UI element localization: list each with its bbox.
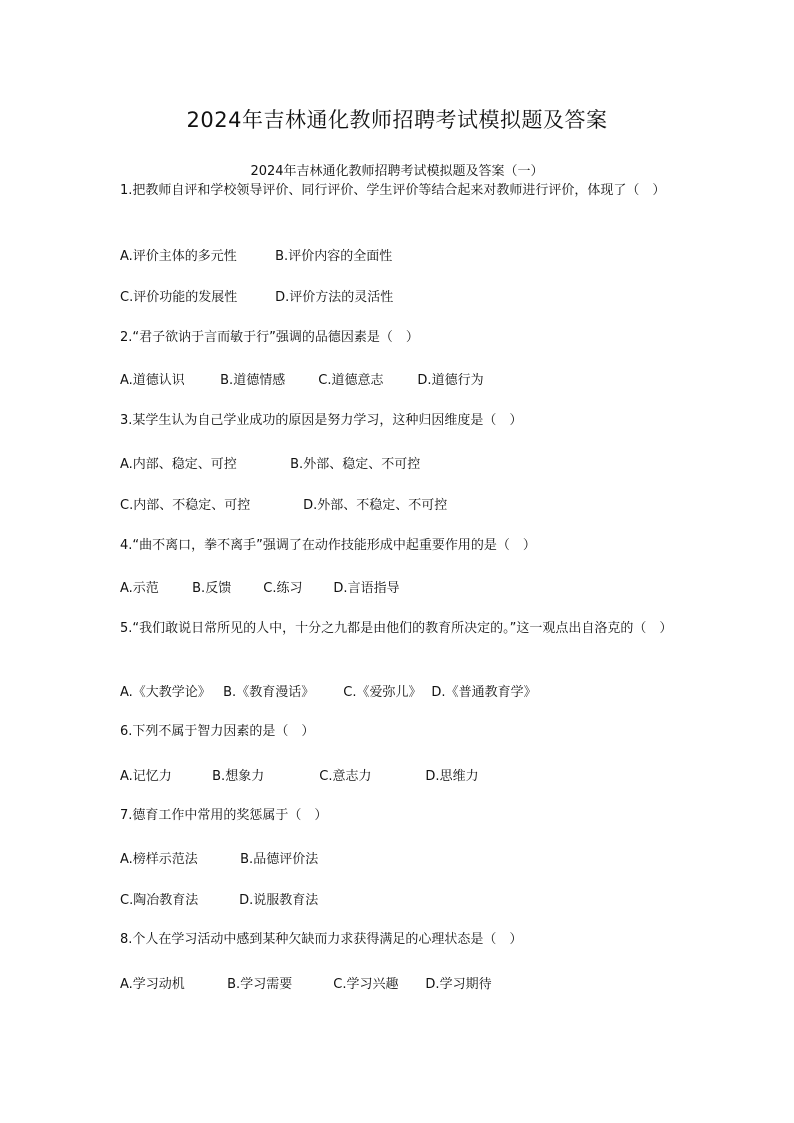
question-3-options-row-1 [120,453,680,472]
question-7-stem: 7.德育工作中常用的奖惩属于（ ） [120,808,328,823]
question-7-options-row-2 [120,889,680,908]
document-title: 2024年吉林通化教师招聘考试模拟题及答案 [186,108,608,132]
option-b: B.外部、稳定、不可控 [290,457,421,472]
question-1-stem: 1.把教师自评和学校领导评价、同行评价、学生评价等结合起来对教师进行评价，体现了（ ） [120,183,666,198]
question-6-options [120,765,680,784]
option-d: D.学习期待 [425,977,492,992]
question-2-options [120,369,680,388]
question-5-options [120,681,680,700]
option-a: A.《大教学论》 [120,685,211,700]
option-c: C.学习兴趣 [333,977,399,992]
option-a: A.学习动机 [120,977,185,992]
option-b: B.想象力 [212,769,265,784]
option-c: C.陶冶教育法 [120,893,199,908]
option-c: C.意志力 [319,769,372,784]
option-c: C.《爱弥儿》 [343,685,422,700]
question-6-stem: 6.下列不属于智力因素的是（ ） [120,724,315,739]
option-d: D.说服教育法 [239,893,319,908]
question-7-options-row-1 [120,848,680,867]
option-b: B.评价内容的全面性 [275,249,393,264]
option-c: C.内部、不稳定、可控 [120,498,251,513]
question-4-stem: 4.“曲不离口，拳不离手”强调了在动作技能形成中起重要作用的是（ ） [120,538,536,553]
question-1-options-row-2 [120,286,680,305]
question-4-options [120,577,680,596]
option-a: A.内部、稳定、可控 [120,457,237,472]
option-a: A.榜样示范法 [120,852,198,867]
question-8-options [120,973,680,992]
question-1-options-row-1 [120,245,680,264]
option-a: A.评价主体的多元性 [120,249,237,264]
option-a: A.记忆力 [120,769,172,784]
option-b: B.品德评价法 [240,852,319,867]
question-3-stem: 3.某学生认为自己学业成功的原因是努力学习，这种归因维度是（ ） [120,413,523,428]
option-d: D.思维力 [425,769,479,784]
option-d: D.《普通教育学》 [431,685,537,700]
option-d: D.言语指导 [333,581,400,596]
question-2-stem: 2.“君子欲讷于言而敏于行”强调的品德因素是（ ） [120,330,419,345]
option-a: A.道德认识 [120,373,185,388]
option-c: C.评价功能的发展性 [120,290,238,305]
question-5-stem: 5.“我们敢说日常所见的人中，十分之九都是由他们的教育所决定的。”这一观点出自洛克的（ ） [120,621,673,636]
option-b: B.《教育漫话》 [223,685,315,700]
question-3-options-row-2 [120,494,680,513]
option-d: D.评价方法的灵活性 [275,290,394,305]
option-c: C.道德意志 [318,373,384,388]
option-b: B.反馈 [192,581,232,596]
option-b: B.学习需要 [227,977,293,992]
option-c: C.练习 [263,581,303,596]
section-subtitle: 2024年吉林通化教师招聘考试模拟题及答案（一） [250,164,544,179]
option-d: D.外部、不稳定、不可控 [303,498,448,513]
question-8-stem: 8.个人在学习活动中感到某种欠缺而力求获得满足的心理状态是（ ） [120,932,523,947]
option-b: B.道德情感 [220,373,286,388]
option-d: D.道德行为 [417,373,484,388]
option-a: A.示范 [120,581,159,596]
